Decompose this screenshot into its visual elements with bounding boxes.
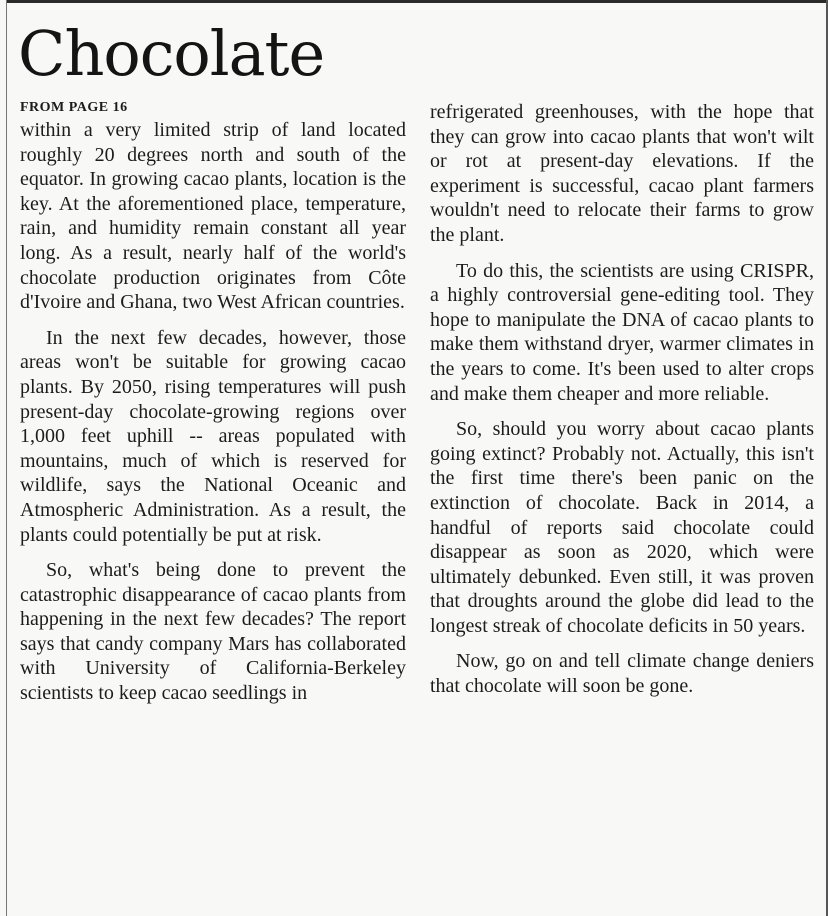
headline: Chocolate (18, 17, 325, 90)
paragraph: In the next few decades, however, those areas won't be suitable for growing cacao plants. By 2050, rising temperatures will push present-day chocolate-growing regions over 1,000 feet uphill -- areas populated with mountains, much of which is reserved for wildlife, says the National Oceanic and Atmospheric Administration. As a result, the plants could potentially be put at risk. (20, 326, 406, 546)
left-border-rule (6, 0, 7, 916)
paragraph: So, what's being done to prevent the catastrophic disappearance of cacao plants from happening in the next few decades? The report says that candy company Mars has collaborated with University of California-Berkeley scientists to keep cacao seedlings in (20, 559, 406, 705)
paragraph: To do this, the scientists are using CRISPR, a highly controversial gene-editing tool. They hope to manipulate the DNA of cacao plants to make them withstand dryer, warmer climates in the years to come. It's been used to alter crops and make them cheaper and more reliable. (430, 259, 814, 405)
paragraph: refrigerated greenhouses, with the hope that they can grow into cacao plants that won't wilt or rot at present-day elevations. If the experiment is successful, cacao plant farmers wouldn't need to relocate their farms to grow the plant. (430, 101, 814, 246)
jump-line: FROM PAGE 16 (20, 100, 128, 115)
right-column (430, 100, 814, 710)
paragraph: within a very limited strip of land located roughly 20 degrees north and south of the equator. In growing cacao plants, location is the key. At the aforementioned place, temperature, rain, and humidity remain constant all year long. As a result, nearly half of the world's chocolate production originates from Côte d'Ivoire and Ghana, two West African countries. (20, 119, 406, 314)
paragraph: So, should you worry about cacao plants going extinct? Probably not. Actually, this isn't the first time there's been panic on the extinction of chocolate. Back in 2014, a handful of reports said chocolate could disappear as soon as 2020, which were ultimately debunked. Even still, it was proven that droughts around the globe did lead to the longest streak of chocolate deficits in 50 years. (430, 418, 814, 637)
left-column (20, 98, 406, 717)
top-border-rule (6, 0, 828, 3)
paragraph: Now, go on and tell climate change deniers that chocolate will soon be gone. (430, 650, 814, 698)
